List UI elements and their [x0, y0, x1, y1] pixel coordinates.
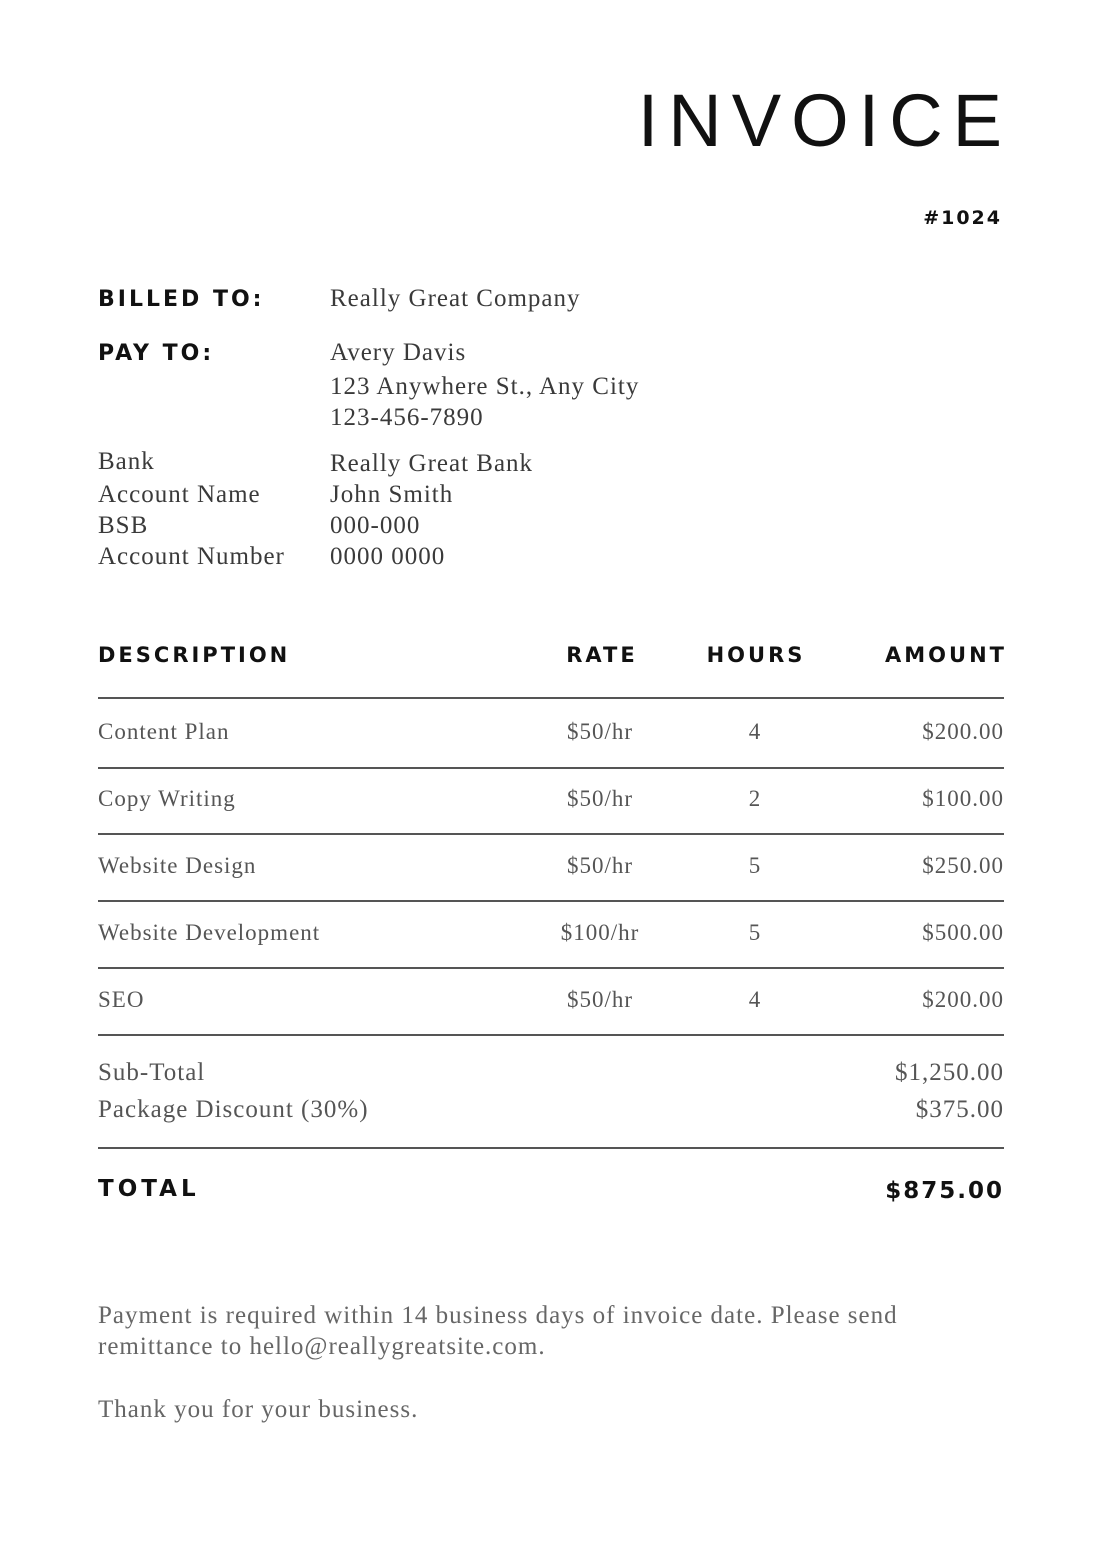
item-description: Website Design: [98, 853, 257, 878]
item-description: SEO: [98, 987, 145, 1012]
bsb-label: BSB: [98, 512, 149, 539]
item-rate: $50/hr: [566, 853, 634, 878]
bank-label: Bank: [98, 448, 155, 475]
item-rate: $50/hr: [566, 719, 634, 744]
item-amount: $500.00: [922, 920, 1004, 945]
pay-to-phone: 123-456-7890: [330, 404, 484, 431]
item-rate: $100/hr: [560, 920, 640, 945]
item-amount: $250.00: [922, 853, 1004, 878]
item-hours: 2: [748, 786, 762, 811]
table-divider: [98, 967, 1004, 969]
item-description: Content Plan: [98, 719, 230, 744]
item-rate: $50/hr: [566, 786, 634, 811]
account-name-label: Account Name: [98, 481, 261, 508]
column-header-amount: AMOUNT: [885, 643, 1007, 667]
payment-note: Payment is required within 14 business days of invoice date. Please send remittance to hello@reallygreatsite.com.: [98, 1302, 898, 1360]
discount-label: Package Discount (30%): [98, 1096, 369, 1123]
table-divider: [98, 697, 1004, 699]
item-hours: 5: [748, 853, 762, 878]
pay-to-address: 123 Anywhere St., Any City: [330, 373, 640, 400]
item-amount: $200.00: [922, 719, 1004, 744]
item-hours: 4: [748, 987, 762, 1012]
bank-value: Really Great Bank: [330, 450, 534, 477]
item-rate: $50/hr: [566, 987, 634, 1012]
item-amount: $200.00: [922, 987, 1004, 1012]
invoice-number: #1024: [923, 207, 1002, 229]
pay-to-name: Avery Davis: [330, 339, 467, 366]
account-number-label: Account Number: [98, 543, 285, 570]
billed-to-label: BILLED TO:: [98, 287, 265, 312]
subtotal-value: $1,250.00: [895, 1059, 1004, 1086]
billed-to-value: Really Great Company: [330, 285, 581, 312]
item-amount: $100.00: [922, 786, 1004, 811]
invoice-title: INVOICE: [637, 79, 1012, 162]
subtotal-label: Sub-Total: [98, 1059, 206, 1086]
column-header-description: DESCRIPTION: [98, 643, 291, 667]
item-description: Website Development: [98, 920, 321, 945]
total-value: $875.00: [885, 1178, 1004, 1204]
column-header-hours: HOURS: [706, 643, 806, 667]
table-divider: [98, 1034, 1004, 1036]
thank-you-note: Thank you for your business.: [98, 1396, 419, 1423]
column-header-rate: RATE: [566, 643, 638, 667]
account-number-value: 0000 0000: [330, 543, 446, 570]
item-description: Copy Writing: [98, 786, 236, 811]
discount-value: $375.00: [915, 1096, 1004, 1123]
summary-divider: [98, 1147, 1004, 1149]
total-label: TOTAL: [98, 1176, 200, 1202]
table-divider: [98, 833, 1004, 835]
table-divider: [98, 767, 1004, 769]
account-name-value: John Smith: [330, 481, 454, 508]
pay-to-label: PAY TO:: [98, 341, 215, 366]
item-hours: 4: [748, 719, 762, 744]
table-divider: [98, 900, 1004, 902]
item-hours: 5: [748, 920, 762, 945]
bsb-value: 000-000: [330, 512, 421, 539]
